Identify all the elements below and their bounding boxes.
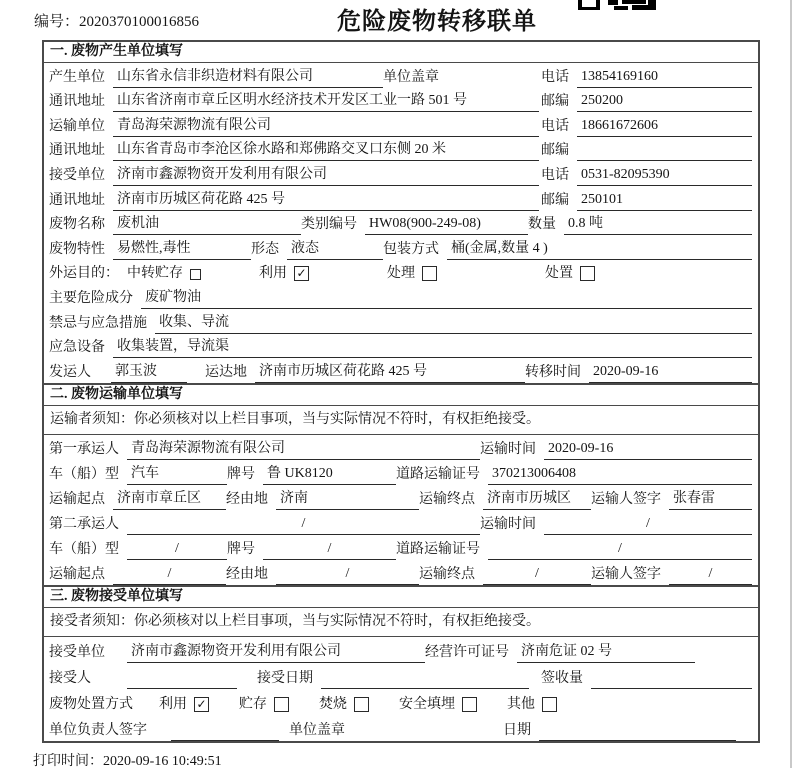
field-label: 电话	[541, 167, 569, 183]
transporter-address-field[interactable]: 山东省青岛市李沧区徐水路和郑佛路交叉口东侧 20 米	[113, 140, 539, 161]
serial-label: 编号：	[34, 14, 80, 30]
form-row	[44, 161, 758, 186]
disposal-utilize-checkbox[interactable]	[159, 694, 209, 715]
form-row	[44, 88, 758, 113]
accept-date-field[interactable]	[321, 668, 529, 689]
spacer	[113, 662, 127, 663]
form-row	[44, 211, 758, 236]
field-label: 废物特性	[49, 241, 105, 257]
field-label: 接受单位	[49, 644, 105, 660]
form-row	[44, 137, 758, 162]
field-label: 日期	[503, 722, 531, 738]
spacer	[279, 740, 289, 741]
notice-text: 接受者须知：你必须核对以上栏目事项，当与实际情况不符时，有权拒绝接受。	[44, 608, 758, 637]
field-label: 牌号	[227, 541, 255, 557]
seal-date-field[interactable]	[539, 720, 736, 741]
page-title: 危险废物转移联单	[337, 9, 537, 35]
serial-value: 2020370100016856	[79, 14, 200, 30]
checkbox-label: 利用	[259, 266, 287, 282]
row-left-group	[49, 67, 541, 88]
row-left-group	[49, 140, 541, 161]
emergency-equipment-field[interactable]: 收集装置，导流渠	[113, 337, 752, 358]
producer-address-field[interactable]: 山东省济南市章丘区明水经济技术开发区工业一路 501 号	[113, 91, 539, 112]
destination-field[interactable]: 济南市历城区荷花路 425 号	[255, 362, 525, 383]
checkbox-label: 安全填埋	[399, 696, 455, 712]
field-label: 道路运输证号	[396, 466, 480, 482]
spacer	[99, 688, 127, 689]
field-label: 运输终点	[419, 566, 475, 582]
form-row	[44, 689, 758, 715]
purpose-treat-checkbox[interactable]	[387, 263, 437, 284]
checkbox-label: 中转贮存	[127, 266, 183, 282]
field-label: 运输起点	[49, 491, 105, 507]
field-label: 邮编	[541, 94, 569, 110]
field-label: 运输人签字	[591, 566, 661, 582]
spacer	[309, 283, 387, 284]
form-row	[44, 560, 758, 585]
acceptor-field[interactable]	[127, 668, 237, 689]
row-right-group	[541, 190, 754, 211]
main-hazard-component-field[interactable]: 废矿物油	[141, 288, 752, 309]
row-right-group	[541, 91, 754, 112]
field-label: 单位盖章	[383, 69, 439, 85]
form-row	[44, 63, 758, 88]
row-left-group	[49, 165, 541, 186]
field-label: 产生单位	[49, 69, 105, 85]
empty-box-icon[interactable]	[580, 266, 595, 281]
form-row	[44, 235, 758, 260]
field-label: 外运目的：	[49, 266, 119, 282]
section-header-transport: 二. 废物运输单位填写	[44, 385, 758, 406]
checkbox-label: 焚烧	[319, 696, 347, 712]
spacer	[141, 714, 159, 715]
second-origin-field[interactable]: /	[113, 564, 226, 585]
spacer	[155, 740, 171, 741]
spacer	[237, 688, 257, 689]
category-code-field[interactable]: HW08(900-249-08)	[365, 214, 528, 235]
purpose-utilize-checkbox[interactable]	[259, 263, 309, 284]
form-row	[44, 460, 758, 485]
empty-box-icon[interactable]	[422, 266, 437, 281]
physical-form-field[interactable]: 液态	[287, 239, 383, 260]
form-row	[44, 309, 758, 334]
form-row	[44, 715, 758, 741]
field-label: 第一承运人	[49, 441, 119, 457]
form-row	[44, 260, 758, 285]
second-transport-date-field[interactable]: /	[544, 514, 752, 535]
field-label: 第二承运人	[49, 516, 119, 532]
notice-text: 运输者须知：你必须核对以上栏目事项，当与实际情况不符时，有权拒绝接受。	[44, 406, 758, 435]
field-label: 应急设备	[49, 340, 105, 356]
packing-method-field[interactable]: 桶(金属,数量 4 )	[447, 239, 752, 260]
field-label: 发运人	[49, 364, 91, 380]
field-label: 经由地	[226, 566, 268, 582]
form-row	[44, 186, 758, 211]
second-carrier-signature-field[interactable]: /	[669, 564, 752, 585]
second-endpoint-field[interactable]: /	[483, 564, 591, 585]
field-label: 运输起点	[49, 566, 105, 582]
row-right-group	[541, 165, 754, 186]
field-label: 包装方式	[383, 241, 439, 257]
row-left-group	[49, 116, 541, 137]
field-label: 接受人	[49, 670, 91, 686]
form-row	[44, 485, 758, 510]
empty-box-icon[interactable]	[190, 269, 201, 280]
spacer	[529, 688, 541, 689]
responsible-signature-field[interactable]	[171, 720, 279, 741]
transporter-phone-field[interactable]: 18661672606	[577, 116, 752, 137]
field-label: 运达地	[205, 364, 247, 380]
waste-characteristics-field[interactable]: 易燃性,毒性	[113, 239, 251, 260]
first-endpoint-field[interactable]: 济南市历城区	[483, 489, 591, 510]
first-origin-field[interactable]: 济南市章丘区	[113, 489, 226, 510]
first-carrier-field[interactable]: 青岛海荣源物流有限公司	[127, 439, 480, 460]
field-label: 运输时间	[480, 441, 536, 457]
field-label: 转移时间	[525, 364, 581, 380]
field-label: 废物名称	[49, 217, 105, 233]
field-label: 车（船）型	[49, 466, 119, 482]
row-right-group	[541, 67, 754, 88]
field-label: 电话	[541, 69, 569, 85]
field-label: 通讯地址	[49, 192, 105, 208]
first-road-permit-field[interactable]: 370213006408	[488, 464, 752, 485]
field-label: 道路运输证号	[396, 541, 480, 557]
transporter-unit-field[interactable]: 青岛海荣源物流有限公司	[113, 116, 539, 137]
receiver-unit-field[interactable]: 济南市鑫源物资开发利用有限公司	[113, 165, 539, 186]
field-label: 邮编	[541, 143, 569, 159]
section-header-receiver: 三. 废物接受单位填写	[44, 587, 758, 608]
transfer-date-field[interactable]: 2020-09-16	[589, 362, 752, 383]
checked-box-icon[interactable]: ✓	[294, 266, 309, 281]
producer-phone-field[interactable]: 13854169160	[577, 67, 752, 88]
page-right-edge	[790, 0, 792, 768]
section-receiver	[44, 585, 758, 741]
form-row	[44, 510, 758, 535]
field-label: 电话	[541, 118, 569, 134]
producer-postcode-field[interactable]: 250200	[577, 91, 752, 112]
first-via-field[interactable]: 济南	[276, 489, 419, 510]
section-transport	[44, 383, 758, 585]
field-label: 通讯地址	[49, 94, 105, 110]
field-label: 禁忌与应急措施	[49, 315, 147, 331]
spacer	[477, 714, 507, 715]
consignor-field[interactable]: 郭玉波	[111, 362, 187, 383]
spacer	[353, 740, 503, 741]
second-carrier-field[interactable]: /	[127, 514, 480, 535]
field-label: 牌号	[227, 466, 255, 482]
form-row	[44, 334, 758, 359]
row-left-group	[49, 91, 541, 112]
field-label: 车（船）型	[49, 541, 119, 557]
row-right-group	[541, 116, 754, 137]
empty-box-icon[interactable]	[542, 697, 557, 712]
field-label: 签收量	[541, 670, 583, 686]
row-right-group	[541, 140, 754, 161]
empty-box-icon[interactable]	[354, 697, 369, 712]
empty-box-icon[interactable]	[462, 697, 477, 712]
field-label: 类别编号	[301, 217, 357, 233]
field-label: 运输终点	[419, 491, 475, 507]
second-road-permit-field[interactable]: /	[488, 539, 752, 560]
spacer	[738, 740, 754, 741]
field-label: 通讯地址	[49, 143, 105, 159]
form-row	[44, 637, 758, 663]
first-carrier-signature-field[interactable]: 张春雷	[669, 489, 752, 510]
field-label: 数量	[528, 217, 556, 233]
purpose-transfer-storage-checkbox[interactable]	[127, 263, 201, 284]
checked-box-icon[interactable]: ✓	[194, 697, 209, 712]
receiver-address-field[interactable]: 济南市历城区荷花路 425 号	[113, 190, 539, 211]
disposal-storage-checkbox[interactable]	[239, 694, 289, 715]
form-row	[44, 535, 758, 560]
receiver-postcode-field[interactable]: 250101	[577, 190, 752, 211]
field-label: 单位盖章	[289, 722, 345, 738]
second-via-field[interactable]: /	[276, 564, 419, 585]
producer-unit-field[interactable]: 山东省永信非织造材料有限公司	[113, 67, 383, 88]
section-producer	[44, 42, 758, 383]
purpose-dispose-checkbox[interactable]	[545, 263, 595, 284]
transfer-form	[42, 40, 760, 743]
emergency-measures-field[interactable]: 收集、导流	[155, 313, 752, 334]
spacer	[187, 382, 205, 383]
form-row	[44, 284, 758, 309]
field-label: 主要危险成分	[49, 290, 133, 306]
field-label: 单位负责人签字	[49, 722, 147, 738]
checkbox-label: 利用	[159, 696, 187, 712]
spacer	[99, 382, 111, 383]
field-label: 接受日期	[257, 670, 313, 686]
spacer	[369, 714, 399, 715]
field-label: 经营许可证号	[425, 644, 509, 660]
second-plate-number-field[interactable]: /	[263, 539, 396, 560]
disposal-incinerate-checkbox[interactable]	[319, 694, 369, 715]
form-row	[44, 112, 758, 137]
second-vehicle-type-field[interactable]: /	[127, 539, 227, 560]
spacer	[209, 714, 239, 715]
spacer	[437, 283, 545, 284]
checkbox-label: 其他	[507, 696, 535, 712]
form-row	[44, 435, 758, 460]
field-label: 经由地	[226, 491, 268, 507]
field-label: 废物处置方式	[49, 696, 133, 712]
field-label: 形态	[251, 241, 279, 257]
disposal-other-checkbox[interactable]	[507, 694, 557, 715]
qr-code-fragment	[578, 0, 656, 10]
first-plate-number-field[interactable]: 鲁 UK8120	[263, 464, 396, 485]
checkbox-label: 处置	[545, 266, 573, 282]
received-quantity-field[interactable]	[591, 668, 752, 689]
spacer	[557, 714, 754, 715]
quantity-field[interactable]: 0.8 吨	[564, 214, 752, 235]
spacer	[289, 714, 319, 715]
spacer	[695, 662, 754, 663]
checkbox-label: 贮存	[239, 696, 267, 712]
waste-name-field[interactable]: 废机油	[113, 214, 301, 235]
form-row	[44, 663, 758, 689]
first-transport-date-field[interactable]: 2020-09-16	[544, 439, 752, 460]
disposal-landfill-checkbox[interactable]	[399, 694, 477, 715]
empty-box-icon[interactable]	[274, 697, 289, 712]
field-label: 邮编	[541, 192, 569, 208]
spacer	[201, 283, 259, 284]
field-label: 运输单位	[49, 118, 105, 134]
checkbox-label: 处理	[387, 266, 415, 282]
print-time-label: 打印时间：	[33, 754, 103, 769]
field-label: 接受单位	[49, 167, 105, 183]
field-label: 运输人签字	[591, 491, 661, 507]
form-row	[44, 358, 758, 383]
first-vehicle-type-field[interactable]: 汽车	[127, 464, 227, 485]
license-number-field[interactable]: 济南危证 02 号	[517, 642, 695, 663]
transporter-postcode-field[interactable]	[577, 140, 752, 161]
row-left-group	[49, 190, 541, 211]
accepting-unit-field[interactable]: 济南市鑫源物资开发利用有限公司	[127, 642, 425, 663]
receiver-phone-field[interactable]: 0531-82095390	[577, 165, 752, 186]
field-label: 运输时间	[480, 516, 536, 532]
print-time	[33, 750, 222, 770]
print-time-value: 2020-09-16 10:49:51	[103, 754, 222, 769]
section-header-producer: 一. 废物产生单位填写	[44, 42, 758, 63]
